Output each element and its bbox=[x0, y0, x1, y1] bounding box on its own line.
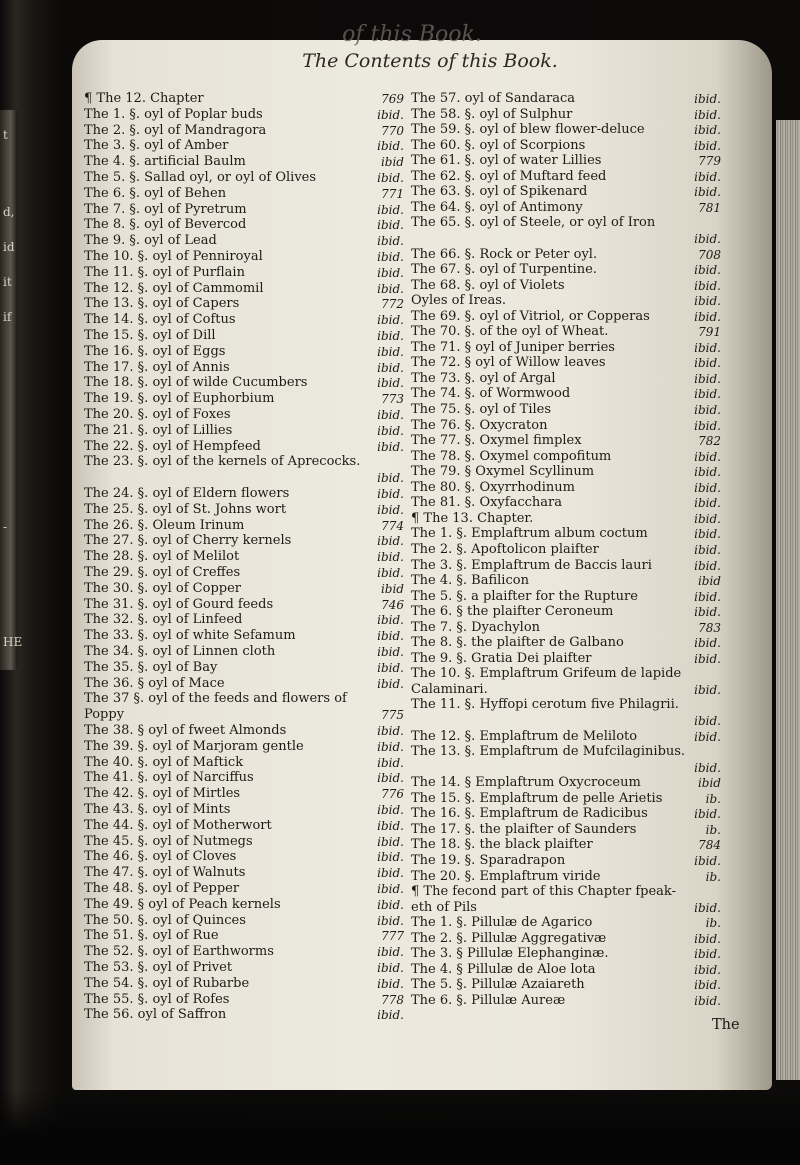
entry-page-reference: ibid. bbox=[377, 376, 404, 391]
entry-page-reference: ibid. bbox=[377, 408, 404, 422]
entry-page-reference: ib. bbox=[705, 822, 721, 837]
entry-title: The 18. §. the black plaifter bbox=[411, 837, 593, 853]
entry-page-reference: ibid. bbox=[694, 231, 721, 246]
entry-page-reference: ibid. bbox=[377, 739, 404, 754]
entry-title: The 8. §. the plaifter de Galbano bbox=[411, 635, 624, 651]
facing-page-letter: - bbox=[3, 520, 8, 534]
entry-title: ¶ The 12. Chapter bbox=[84, 91, 204, 106]
entry-page-reference: ibid. bbox=[694, 993, 721, 1008]
entry-page-reference: ibid. bbox=[694, 558, 721, 573]
entry-title: The 70. §. of the oyl of Wheat. bbox=[411, 324, 609, 340]
entry-page-reference: 770 bbox=[381, 123, 404, 138]
entry-page-reference: ibid. bbox=[694, 294, 721, 309]
entry-title: The 75. §. oyl of Tiles bbox=[411, 402, 552, 417]
entry-title: The 76. §. Oxycraton bbox=[411, 417, 548, 433]
entry-page-reference: ibid. bbox=[694, 931, 721, 946]
entry-page-reference: ibid. bbox=[377, 897, 404, 912]
entry-page-reference: 769 bbox=[381, 92, 404, 106]
entry-title: The 18. §. oyl of wilde Cucumbers bbox=[84, 375, 308, 391]
entry-title: The 14. § Emplaftrum Oxycroceum bbox=[411, 775, 641, 791]
entry-page-reference: ibid. bbox=[694, 403, 721, 417]
entry-title: The 51. §. oyl of Rue bbox=[84, 928, 219, 944]
entry-title: The 9. §. oyl of Lead bbox=[84, 233, 217, 249]
entry-title: The 80. §. Oxyrrhodinum bbox=[411, 479, 575, 495]
entry-title: The 10. §. oyl of Penniroyal bbox=[84, 249, 263, 264]
entry-page-reference: ibid bbox=[697, 776, 721, 791]
entry-title: The 20. §. oyl of Foxes bbox=[84, 407, 231, 422]
entry-title: The 12. §. Emplaftrum de Meliloto bbox=[411, 728, 638, 744]
entry-title: The 19. §. oyl of Euphorbium bbox=[84, 391, 275, 407]
entry-page-reference: 784 bbox=[698, 838, 721, 853]
entry-page-reference: ibid. bbox=[377, 660, 404, 675]
entry-page-reference: ibid. bbox=[694, 900, 721, 915]
entry-page-reference: ibid. bbox=[377, 265, 404, 280]
entry-page-reference: ibid. bbox=[694, 185, 721, 200]
entry-page-reference: ibid. bbox=[694, 107, 721, 122]
entry-page-reference: 771 bbox=[381, 186, 404, 201]
entry-page-reference: ibid. bbox=[377, 645, 404, 659]
entry-title: The 7. §. oyl of Pyretrum bbox=[84, 201, 247, 217]
entry-title: The 41. §. oyl of Narciffus bbox=[84, 770, 254, 786]
entry-page-reference: ibid. bbox=[377, 755, 404, 770]
entry-title: The 28. §. oyl of Melilot bbox=[84, 549, 240, 565]
entry-title: The 6. §. Pillulæ Aureæ bbox=[411, 992, 566, 1008]
entry-title: The 11. §. oyl of Purflain bbox=[84, 264, 245, 280]
entry-title: The 55. §. oyl of Rofes bbox=[84, 991, 230, 1007]
entry-title: The 2. §. Apoftolicon plaifter bbox=[411, 541, 599, 557]
entry-title: The 3. §. Emplaftrum de Baccis lauri bbox=[411, 557, 652, 573]
entry-title: The 16. §. oyl of Eggs bbox=[84, 343, 226, 359]
entry-page-reference: ibid. bbox=[377, 629, 404, 644]
entry-title: The 13. §. oyl of Capers bbox=[84, 296, 240, 312]
entry-page-reference: 772 bbox=[381, 297, 404, 312]
entry-page-reference: ibid. bbox=[377, 676, 404, 691]
entry-title: The 74. §. of Wormwood bbox=[411, 386, 571, 402]
entry-title: The 27. §. oyl of Cherry kernels bbox=[84, 533, 292, 549]
facing-page-letter: if bbox=[3, 310, 12, 324]
entry-title: The 16. §. Emplaftrum de Radicibus bbox=[411, 806, 648, 822]
entry-title: The 22. §. oyl of Hempfeed bbox=[84, 438, 261, 454]
entry-page-reference: 782 bbox=[698, 434, 721, 449]
entry-title: The 15. §. oyl of Dill bbox=[84, 328, 216, 343]
entry-page-reference: 775 bbox=[381, 708, 404, 723]
entry-title: The 33. §. oyl of white Sefamum bbox=[84, 628, 296, 644]
entry-page-reference: ib. bbox=[705, 791, 721, 806]
entry-page-reference: ibid. bbox=[694, 356, 721, 371]
entry-page-reference: ibid bbox=[697, 574, 721, 589]
entry-title: The 65. §. oyl of Steele, or oyl of Iron bbox=[411, 215, 656, 231]
entry-title: The 15. §. Emplaftrum de pelle Arietis bbox=[411, 790, 663, 806]
entry-title: The 52. §. oyl of Earthworms bbox=[84, 944, 274, 960]
entry-page-reference: 746 bbox=[381, 597, 404, 612]
entry-page-reference: 777 bbox=[381, 929, 404, 944]
page-heading: The Contents of this Book. bbox=[302, 50, 558, 72]
entry-title: The 9. §. Gratia Dei plaifter bbox=[411, 650, 592, 666]
entry-page-reference: ibid. bbox=[377, 439, 404, 454]
entry-title: Calaminari. bbox=[411, 681, 488, 697]
entry-title: The 56. oyl of Saffron bbox=[84, 1007, 227, 1023]
entry-title: The 46. §. oyl of Cloves bbox=[84, 849, 237, 865]
entry-page-reference: ibid. bbox=[694, 542, 721, 557]
page-leaf-edges bbox=[776, 120, 800, 1080]
entry-page-reference: 783 bbox=[698, 620, 721, 635]
entry-title: The 63. §. oyl of Spikenard bbox=[411, 184, 588, 200]
entry-title: The 20. §. Emplaftrum viride bbox=[411, 868, 601, 884]
facing-page-letter: it bbox=[3, 275, 12, 289]
entry-title: The 79. § Oxymel Scyllinum bbox=[411, 464, 595, 480]
entry-title: The 45. §. oyl of Nutmegs bbox=[84, 833, 253, 849]
entry-page-reference: ibid. bbox=[694, 651, 721, 666]
entry-title: The 38. § oyl of fweet Almonds bbox=[84, 723, 287, 738]
entry-page-reference: ibid. bbox=[694, 169, 721, 184]
entry-page-reference: ibid. bbox=[377, 202, 404, 217]
entry-page-reference: 778 bbox=[381, 992, 404, 1007]
bottom-shadow bbox=[0, 1090, 800, 1165]
entry-page-reference: ibid. bbox=[377, 850, 404, 865]
entry-page-reference: ibid. bbox=[377, 471, 404, 486]
entry-title: The 31. §. oyl of Gourd feeds bbox=[84, 596, 274, 612]
entry-title: The 48. §. oyl of Pepper bbox=[84, 881, 240, 896]
entry-page-reference: 708 bbox=[698, 247, 721, 262]
entry-page-reference: ibid. bbox=[377, 818, 404, 833]
entry-page-reference: ibid. bbox=[377, 329, 404, 343]
entry-title: The 61. §. oyl of water Lillies bbox=[411, 153, 602, 169]
entry-page-reference: ibid. bbox=[377, 360, 404, 375]
entry-title: The 25. §. oyl of St. Johns wort bbox=[84, 501, 287, 517]
entry-title: The 19. §. Sparadrapon bbox=[411, 852, 566, 868]
entry-title: The 4. §. Bafilicon bbox=[411, 573, 529, 589]
entry-title: The 21. §. oyl of Lillies bbox=[84, 422, 233, 438]
entry-title: The 53. §. oyl of Privet bbox=[84, 960, 233, 975]
entry-page-reference: ibid. bbox=[377, 139, 404, 154]
entry-title: The 73. §. oyl of Argal bbox=[411, 370, 556, 386]
entry-title: The 32. §. oyl of Linfeed bbox=[84, 612, 243, 628]
entry-title: The 69. §. oyl of Vitriol, or Copperas bbox=[411, 308, 650, 324]
entry-page-reference: ibid. bbox=[694, 449, 721, 464]
entry-title: The 1. §. Emplaftrum album coctum bbox=[411, 526, 648, 542]
entry-page-reference: ibid. bbox=[694, 962, 721, 977]
entry-page-reference: 773 bbox=[381, 392, 404, 407]
entry-page-reference: ibid. bbox=[694, 978, 721, 993]
entry-page-reference: ibid. bbox=[694, 807, 721, 822]
entry-title: The 2. §. Pillulæ Aggregativæ bbox=[411, 930, 607, 946]
entry-title: The 1. §. Pillulæ de Agarico bbox=[411, 915, 593, 931]
entry-page-reference: ibid. bbox=[377, 1008, 404, 1023]
entry-title: The 37 §. oyl of the feeds and flowers of bbox=[84, 691, 347, 707]
entry-page-reference: ibid. bbox=[694, 760, 721, 775]
entry-page-reference: ibid. bbox=[377, 771, 404, 786]
entry-page-reference: ibid. bbox=[694, 465, 721, 480]
entry-page-reference: ibid. bbox=[377, 913, 404, 928]
entry-title: ¶ The 13. Chapter. bbox=[411, 510, 534, 526]
entry-page-reference: ib. bbox=[705, 916, 721, 931]
entry-page-reference: ibid. bbox=[377, 171, 404, 185]
entry-title: The 23. §. oyl of the kernels of Aprecocks. bbox=[84, 454, 361, 470]
entry-page-reference: ibid. bbox=[377, 882, 404, 896]
entry-page-reference: ibid. bbox=[377, 550, 404, 565]
entry-page-reference: ibid. bbox=[377, 566, 404, 580]
entry-title: ¶ The fecond part of this Chapter fpeak- bbox=[411, 884, 676, 900]
entry-page-reference: ibid. bbox=[377, 250, 404, 264]
entry-page-reference: ibid. bbox=[694, 263, 721, 278]
entry-title: The 10. §. Emplaftrum Grifeum de lapide bbox=[411, 666, 682, 682]
catchword: The bbox=[712, 1017, 740, 1033]
entry-title: The 17. §. the plaifter of Saunders bbox=[411, 821, 637, 837]
entry-page-reference: ibid. bbox=[377, 234, 404, 249]
entry-title: The 43. §. oyl of Mints bbox=[84, 802, 231, 817]
entry-page-reference: ibid. bbox=[694, 729, 721, 744]
entry-title: The 5. §. a plaifter for the Rupture bbox=[411, 588, 638, 604]
entry-page-reference: ibid. bbox=[377, 945, 404, 960]
facing-page-letter: HE bbox=[3, 635, 23, 649]
entry-title: Poppy bbox=[84, 707, 125, 723]
entry-title: The 72. § oyl of Willow leaves bbox=[411, 355, 606, 371]
entry-title: The 11. §. Hyffopi cerotum five Philagrii. bbox=[411, 697, 679, 713]
entry-title: The 66. §. Rock or Peter oyl. bbox=[411, 246, 598, 262]
entry-title: The 5. §. Pillulæ Azaiareth bbox=[411, 977, 585, 993]
entry-title: The 4. § Pillulæ de Aloe lota bbox=[411, 961, 596, 977]
entry-title: The 7. §. Dyachylon bbox=[411, 619, 541, 635]
entry-page-reference: ibid. bbox=[694, 714, 721, 728]
entry-title: Oyles of Ireas. bbox=[411, 293, 507, 309]
entry-title: The 6. § the plaifter Ceroneum bbox=[411, 604, 614, 620]
entry-page-reference: ibid. bbox=[694, 527, 721, 542]
entry-page-reference: ibid bbox=[380, 581, 404, 596]
entry-page-reference: ibid. bbox=[694, 92, 721, 106]
entry-page-reference: ibid. bbox=[694, 340, 721, 355]
entry-page-reference: ibid. bbox=[377, 534, 404, 549]
entry-page-reference: 774 bbox=[381, 518, 404, 533]
entry-page-reference: ibid. bbox=[377, 613, 404, 628]
entry-title: The 58. §. oyl of Sulphur bbox=[411, 106, 573, 122]
entry-title: The 67. §. oyl of Turpentine. bbox=[411, 262, 597, 278]
entry-page-reference: ibid. bbox=[694, 605, 721, 620]
entry-title: The 42. §. oyl of Mirtles bbox=[84, 786, 241, 802]
entry-title: The 3. §. oyl of Amber bbox=[84, 138, 229, 154]
entry-page-reference: ibid. bbox=[377, 866, 404, 881]
entry-page-reference: ibid. bbox=[694, 496, 721, 511]
entry-title: The 49. § oyl of Peach kernels bbox=[84, 896, 281, 912]
entry-title: The 4. §. artificial Baulm bbox=[84, 154, 246, 170]
entry-title: The 24. §. oyl of Eldern flowers bbox=[84, 486, 290, 501]
entry-page-reference: 776 bbox=[381, 787, 404, 802]
entry-page-reference: ibid. bbox=[694, 138, 721, 153]
entry-page-reference: ibid. bbox=[694, 309, 721, 324]
entry-title: The 50. §. oyl of Quinces bbox=[84, 912, 246, 928]
entry-page-reference: 791 bbox=[698, 325, 721, 340]
entry-title: The 54. §. oyl of Rubarbe bbox=[84, 975, 250, 991]
entry-title: The 30. §. oyl of Copper bbox=[84, 580, 241, 596]
entry-title: The 57. oyl of Sandaraca bbox=[411, 91, 576, 106]
entry-title: The 36. § oyl of Mace bbox=[84, 675, 225, 691]
entry-title: The 81. §. Oxyfacchara bbox=[411, 495, 562, 511]
entry-title: The 39. §. oyl of Marjoram gentle bbox=[84, 738, 304, 754]
entry-page-reference: ibid. bbox=[377, 107, 404, 122]
entry-title: The 14. §. oyl of Coftus bbox=[84, 312, 236, 328]
entry-title: The 17. §. oyl of Annis bbox=[84, 359, 230, 375]
entry-title: The 62. §. oyl of Muftard feed bbox=[411, 168, 607, 184]
entry-page-reference: ibid. bbox=[377, 218, 404, 233]
facing-page-letter: id bbox=[3, 240, 15, 254]
entry-page-reference: ibid. bbox=[377, 502, 404, 517]
entry-page-reference: ibid. bbox=[694, 589, 721, 604]
entry-title: eth of Pils bbox=[411, 899, 477, 915]
entry-title: The 40. §. oyl of Maftick bbox=[84, 754, 244, 770]
entry-page-reference: ibid. bbox=[377, 344, 404, 359]
entry-page-reference: ibid. bbox=[694, 511, 721, 526]
entry-page-reference: ibid. bbox=[377, 834, 404, 849]
entry-page-reference: ibid. bbox=[377, 961, 404, 975]
entry-title: The 26. §. Oleum Irinum bbox=[84, 517, 245, 533]
entry-page-reference: 781 bbox=[698, 200, 721, 215]
facing-page-letter: d, bbox=[3, 205, 15, 219]
entry-page-reference: ibid. bbox=[694, 480, 721, 495]
entry-page-reference: ibid. bbox=[377, 423, 404, 438]
entry-title: The 71. § oyl of Juniper berries bbox=[411, 339, 615, 355]
entry-title: The 59. §. oyl of blew flower-deluce bbox=[411, 122, 645, 138]
entry-page-reference: ibid. bbox=[694, 387, 721, 402]
entry-page-reference: 779 bbox=[698, 154, 721, 169]
entry-page-reference: ibid. bbox=[377, 803, 404, 817]
entry-title: The 47. §. oyl of Walnuts bbox=[84, 865, 246, 881]
entry-page-reference: ibid. bbox=[377, 313, 404, 328]
entry-title: The 1. §. oyl of Poplar buds bbox=[84, 106, 263, 122]
entry-page-reference: ibid. bbox=[694, 123, 721, 138]
entry-page-reference: ibid. bbox=[377, 976, 404, 991]
entry-title: The 12. §. oyl of Cammomil bbox=[84, 280, 264, 296]
entry-page-reference: ibid. bbox=[377, 724, 404, 738]
facing-page-edge bbox=[0, 110, 23, 670]
entry-title: The 2. §. oyl of Mandragora bbox=[84, 122, 267, 138]
entry-title: The 60. §. oyl of Scorpions bbox=[411, 137, 586, 153]
entry-page-reference: ibid bbox=[380, 155, 404, 170]
pencil-annotation: of this Book. bbox=[342, 22, 482, 47]
entry-page-reference: ibid. bbox=[377, 281, 404, 296]
entry-title: The 29. §. oyl of Creffes bbox=[84, 565, 241, 580]
entry-title: The 34. §. oyl of Linnen cloth bbox=[84, 644, 276, 659]
entry-page-reference: ibid. bbox=[694, 682, 721, 697]
entry-title: The 68. §. oyl of Violets bbox=[411, 277, 565, 293]
entry-page-reference: ibid. bbox=[694, 278, 721, 293]
entry-page-reference: ibid. bbox=[694, 947, 721, 962]
entry-title: The 44. §. oyl of Motherwort bbox=[84, 817, 272, 833]
facing-page-letter: t bbox=[3, 128, 8, 142]
entry-title: The 3. § Pillulæ Elephanginæ. bbox=[411, 946, 609, 962]
entry-title: The 6. §. oyl of Behen bbox=[84, 185, 227, 201]
entry-title: The 35. §. oyl of Bay bbox=[84, 659, 218, 675]
entry-page-reference: ibid. bbox=[694, 371, 721, 386]
entry-page-reference: ib. bbox=[705, 869, 721, 884]
entry-page-reference: ibid. bbox=[694, 636, 721, 651]
entry-page-reference: ibid. bbox=[694, 853, 721, 868]
entry-page-reference: ibid. bbox=[694, 418, 721, 433]
entry-page-reference: ibid. bbox=[377, 487, 404, 501]
entry-title: The 78. §. Oxymel compofitum bbox=[411, 448, 612, 464]
entry-title: The 13. §. Emplaftrum de Mufcilaginibus. bbox=[411, 744, 686, 760]
entry-title: The 8. §. oyl of Bevercod bbox=[84, 217, 247, 233]
entry-title: The 5. §. Sallad oyl, or oyl of Olives bbox=[84, 170, 317, 185]
entry-title: The 77. §. Oxymel fimplex bbox=[411, 433, 582, 449]
entry-title: The 64. §. oyl of Antimony bbox=[411, 199, 583, 215]
